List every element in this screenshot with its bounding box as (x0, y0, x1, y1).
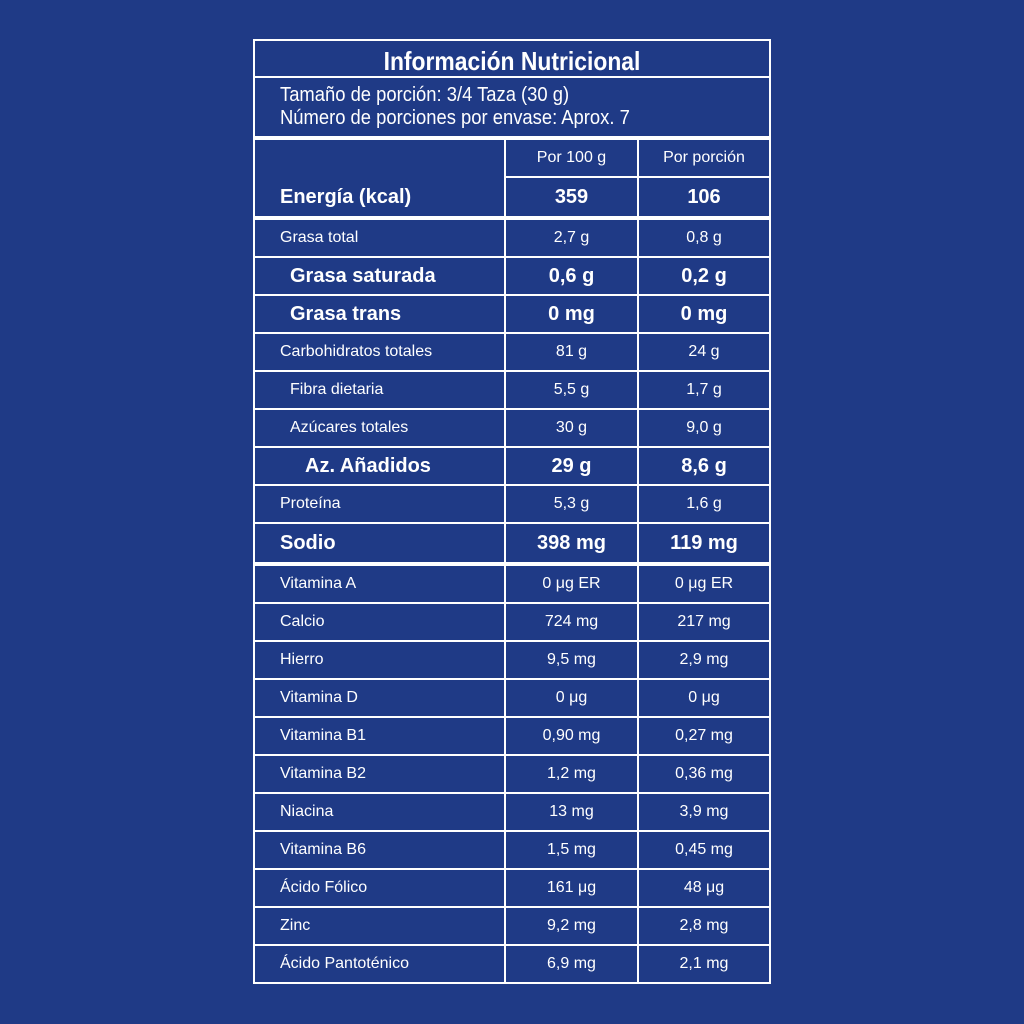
row-zinc (255, 908, 769, 944)
nutrient-name: Vitamina D (280, 689, 358, 706)
value-per-serving: 0 μg (688, 689, 720, 706)
value-per-100g: 2,7 g (553, 229, 590, 246)
nutrient-name: Zinc (280, 917, 311, 934)
nutrient-name: Calcio (280, 613, 325, 630)
value-per-serving: 24 g (688, 343, 720, 360)
nutrient-name: Energía (kcal) (280, 185, 412, 208)
row-vitamina-a (255, 566, 769, 602)
value-per-100g: 0,6 g (548, 264, 595, 287)
row-calcio (255, 604, 769, 640)
row-vitamina-b1 (255, 718, 769, 754)
value-per-100g: 6,9 mg (547, 955, 596, 972)
header-per-100g: Por 100 g (536, 149, 607, 166)
title-divider (255, 76, 769, 78)
row-proteina (255, 486, 769, 522)
value-per-serving: 8,6 g (681, 454, 727, 477)
nutrient-name: Vitamina A (280, 575, 357, 592)
value-per-100g: 9,5 mg (547, 651, 596, 668)
value-per-100g: 398 mg (537, 531, 606, 554)
value-per-serving: 217 mg (677, 613, 731, 630)
value-per-100g: 29 g (551, 454, 592, 477)
value-per-100g: 359 (554, 185, 589, 208)
nutrient-name: Ácido Fólico (280, 879, 368, 896)
value-per-serving: 1,7 g (686, 381, 722, 398)
value-per-serving: 9,0 g (686, 419, 722, 436)
row-fibra (255, 372, 769, 408)
nutrient-name: Vitamina B6 (280, 841, 366, 858)
nutrient-name: Fibra dietaria (290, 381, 384, 398)
row-azucares-anadidos (255, 448, 769, 484)
value-per-serving: 3,9 mg (679, 803, 729, 820)
value-per-100g: 5,5 g (553, 381, 590, 398)
nutrition-facts-panel (253, 39, 771, 984)
value-per-100g: 30 g (555, 419, 588, 436)
value-per-serving: 119 mg (670, 531, 738, 554)
value-per-100g: 5,3 g (553, 495, 590, 512)
serving-info (280, 84, 630, 130)
value-per-serving: 0,45 mg (675, 841, 733, 858)
nutrient-name: Azúcares totales (290, 419, 409, 436)
row-grasa-trans (255, 296, 769, 332)
value-per-100g: 81 g (555, 343, 588, 360)
row-niacina (255, 794, 769, 830)
nutrient-name: Grasa saturada (290, 264, 436, 287)
nutrient-name: Vitamina B2 (280, 765, 366, 782)
nutrient-name: Carbohidratos totales (280, 343, 433, 360)
value-per-serving: 0 mg (680, 302, 728, 325)
value-per-serving: 0,8 g (686, 229, 722, 246)
servings-per-container: Número de porciones por envase: Aprox. 7 (280, 107, 630, 129)
value-per-100g: 724 mg (544, 613, 599, 630)
serving-size: Tamaño de porción: 3/4 Taza (30 g) (280, 84, 570, 106)
value-per-serving: 2,8 mg (679, 917, 729, 934)
row-sodio (255, 524, 769, 562)
nutrient-name: Grasa trans (290, 302, 402, 325)
row-vitamina-d (255, 680, 769, 716)
value-per-100g: 1,2 mg (547, 765, 596, 782)
nutrient-name: Vitamina B1 (280, 727, 366, 744)
column-header-row (255, 140, 769, 176)
nutrient-name: Az. Añadidos (305, 454, 431, 477)
nutrient-name: Niacina (280, 803, 334, 820)
row-grasa-total (255, 220, 769, 256)
value-per-serving: 48 μg (683, 879, 725, 896)
nutrient-name: Grasa total (280, 229, 359, 246)
nutrient-name: Sodio (280, 531, 336, 554)
row-vitamina-b2 (255, 756, 769, 792)
value-per-serving: 106 (687, 185, 721, 208)
value-per-100g: 13 mg (549, 803, 594, 820)
row-acido-pantotenico (255, 946, 769, 982)
value-per-100g: 0 mg (548, 302, 595, 325)
row-vitamina-b6 (255, 832, 769, 868)
row-carbohidratos (255, 334, 769, 370)
value-per-serving: 2,1 mg (679, 955, 729, 972)
header-per-serving: Por porción (663, 149, 745, 166)
row-hierro (255, 642, 769, 678)
value-per-serving: 2,9 mg (679, 651, 729, 668)
value-per-100g: 0 μg (555, 689, 588, 706)
row-energia (255, 178, 769, 216)
value-per-serving: 0,27 mg (675, 727, 733, 744)
value-per-serving: 0,36 mg (675, 765, 733, 782)
row-grasa-saturada (255, 258, 769, 294)
nutrient-name: Hierro (280, 651, 324, 668)
value-per-serving: 0,2 g (681, 264, 727, 287)
nutrient-name: Ácido Pantoténico (280, 955, 409, 972)
value-per-serving: 1,6 g (686, 495, 722, 512)
value-per-100g: 9,2 mg (547, 917, 596, 934)
nutrient-name: Proteína (280, 495, 341, 512)
value-per-100g: 1,5 mg (547, 841, 596, 858)
value-per-100g: 0,90 mg (542, 727, 601, 744)
row-acido-folico (255, 870, 769, 906)
value-per-serving: 0 μg ER (674, 575, 734, 592)
value-per-100g: 161 μg (546, 879, 597, 896)
row-azucares (255, 410, 769, 446)
value-per-100g: 0 μg ER (542, 575, 601, 592)
panel-title: Información Nutricional (383, 46, 641, 76)
